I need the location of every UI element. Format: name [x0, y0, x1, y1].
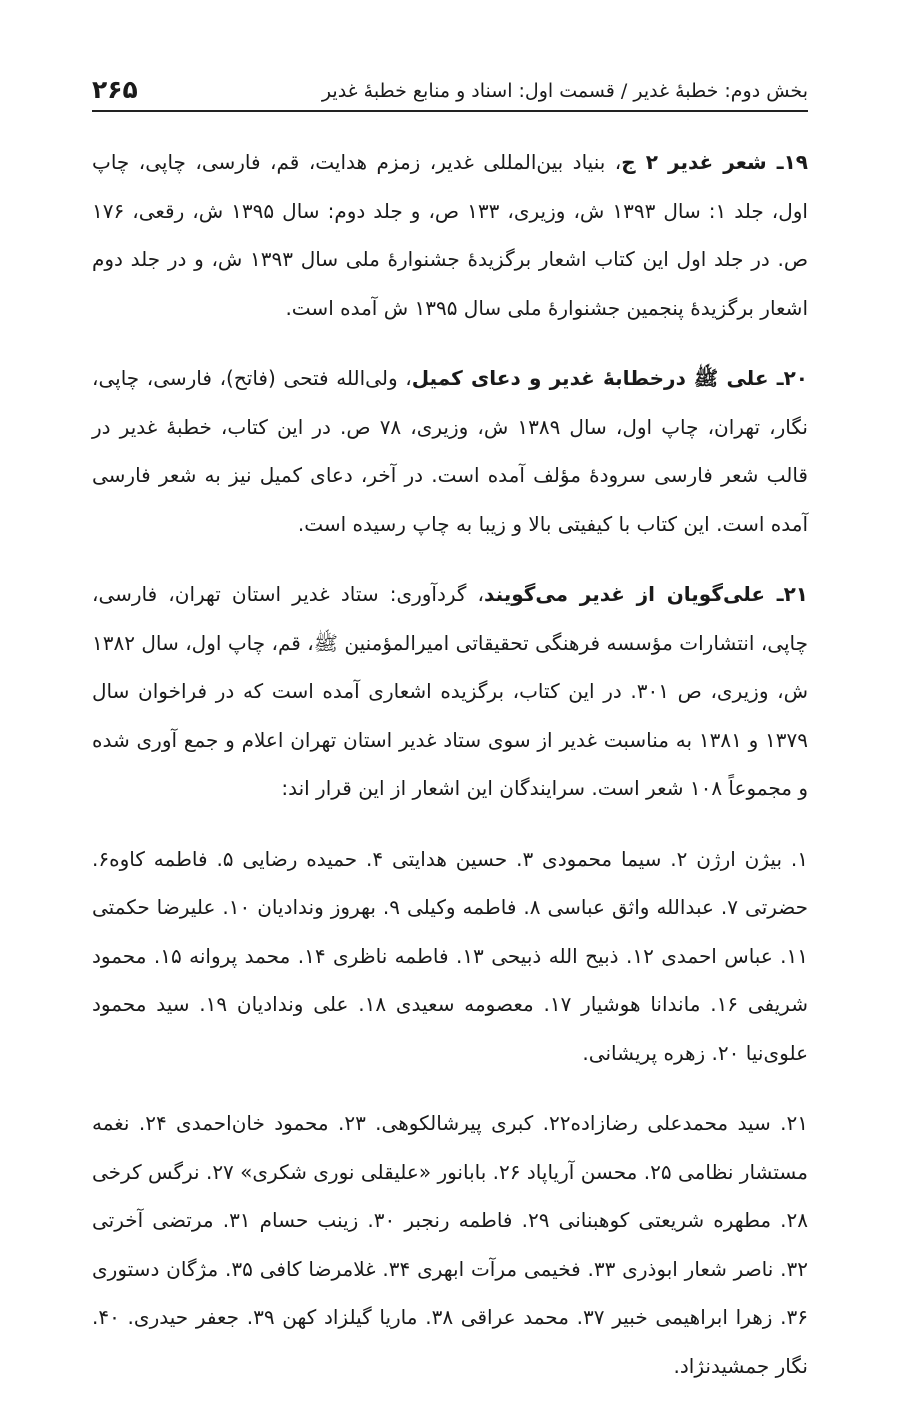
entry-text: ، بنیاد بین‌المللی غدیر، زمزم هدایت، قم، فارسی، چاپی، چاپ اول، جلد ۱: سال ۱۳۹۳ ش، وزیری، ۱۳۳ ص، و جلد دوم: سال ۱۳۹۵ ش، رقعی، ۱۷۶ ص. در جلد اول این کتاب اشعار برگزیدهٔ جشنوارهٔ ملی سال ۱۳۹۳ ش، و در جلد دوم اشعار برگزیدهٔ پنجمین جشنوارهٔ ملی سال ۱۳۹۵ ش آمده است. — [92, 150, 808, 320]
running-header — [92, 60, 808, 112]
entry-text: ، گردآوری: ستاد غدیر استان تهران، فارسی، چاپی، انتشارات مؤسسه فرهنگی تحقیقاتی امیرالمؤمنین ﷺ، قم، چاپ اول، سال ۱۳۸۲ ش، وزیری، ص ۳۰۱. در این کتاب، برگزیده اشعاری آمده است که در فراخوان سال ۱۳۷۹ و ۱۳۸۱ به مناسبت غدیر از سوی ستاد غدیر استان تهران اعلام و جمع آوری شده و مجموعاً ۱۰۸ شعر است. سرایندگان این اشعار از این قرار اند: — [92, 582, 809, 800]
book-page — [92, 60, 808, 1412]
entry-heading: ۲۱ـ علی‌گویان از غدیر می‌گویند — [484, 582, 809, 606]
entry-text: ، ولی‌الله فتحی (فاتح)، فارسی، چاپی، نگار، تهران، چاپ اول، سال ۱۳۸۹ ش، وزیری، ۷۸ ص. در این کتاب، خطبهٔ غدیر در قالب شعر فارسی سرودهٔ مؤلف آمده است. در آخر، دعای کمیل نیز به شعر فارسی آمده است. این کتاب با کیفیتی بالا و زیبا به چاپ رسیده است. — [92, 366, 808, 536]
entry-heading: ۱۹ـ شعر غدیر ۲ ج — [621, 150, 808, 174]
poets-list-text: ۲۱. سید محمدعلی رضازاده۲۲. کبری پیرشالکوهی. ۲۳. محمود خان‌احمدی ۲۴. نغمه مستشار نظامی ۲۵. محسن آریاپاد ۲۶. بابانور «علیقلی نوری شکری» ۲۷. نرگس کرخی ۲۸. مطهره شریعتی کوهبنانی ۲۹. فاطمه رنجبر ۳۰. زینب حسام ۳۱. مرتضی آخرتی ۳۲. ناصر شعار ابوذری ۳۳. فخیمی مرآت ابهری ۳۴. غلامرضا کافی ۳۵. مژگان دستوری ۳۶. زهرا ابراهیمی خبیر ۳۷. محمد عراقی ۳۸. ماریا گیلزاد کهن ۳۹. جعفر حیدری. ۴۰. نگار جمشیدنژاد. — [92, 1111, 809, 1378]
entry-heading: ۲۰ـ علی ﷺ درخطابهٔ غدیر و دعای کمیل — [411, 366, 808, 390]
poets-list-text: ۱. بیژن ارژن ۲. سیما محمودی ۳. حسین هدایتی ۴. حمیده رضایی ۵. فاطمه کاوه۶. حضرتی ۷. عبدالله واثق عباسی ۸. فاطمه وکیلی ۹. بهروز وندادیان ۱۰. علیرضا حکمتی ۱۱. عباس احمدی ۱۲. ذبیح الله ذبیحی ۱۳. فاطمه ناظری ۱۴. محمد پروانه ۱۵. محمود شریفی ۱۶. ماندانا هوشیار ۱۷. معصومه سعیدی ۱۸. علی وندادیان ۱۹. سید محمود علوی‌نیا ۲۰. زهره پریشانی. — [92, 846, 809, 1065]
page-number: ۲۶۵ — [92, 75, 138, 104]
header-title: بخش دوم: خطبهٔ غدیر / قسمت اول: اسناد و منابع خطبهٔ غدیر — [321, 80, 808, 102]
poets-list-2 — [92, 1099, 808, 1390]
entry-19 — [92, 138, 808, 332]
page-body — [92, 138, 808, 1390]
poets-list-1 — [92, 835, 808, 1078]
entry-21 — [92, 570, 808, 813]
entry-20 — [92, 354, 808, 548]
